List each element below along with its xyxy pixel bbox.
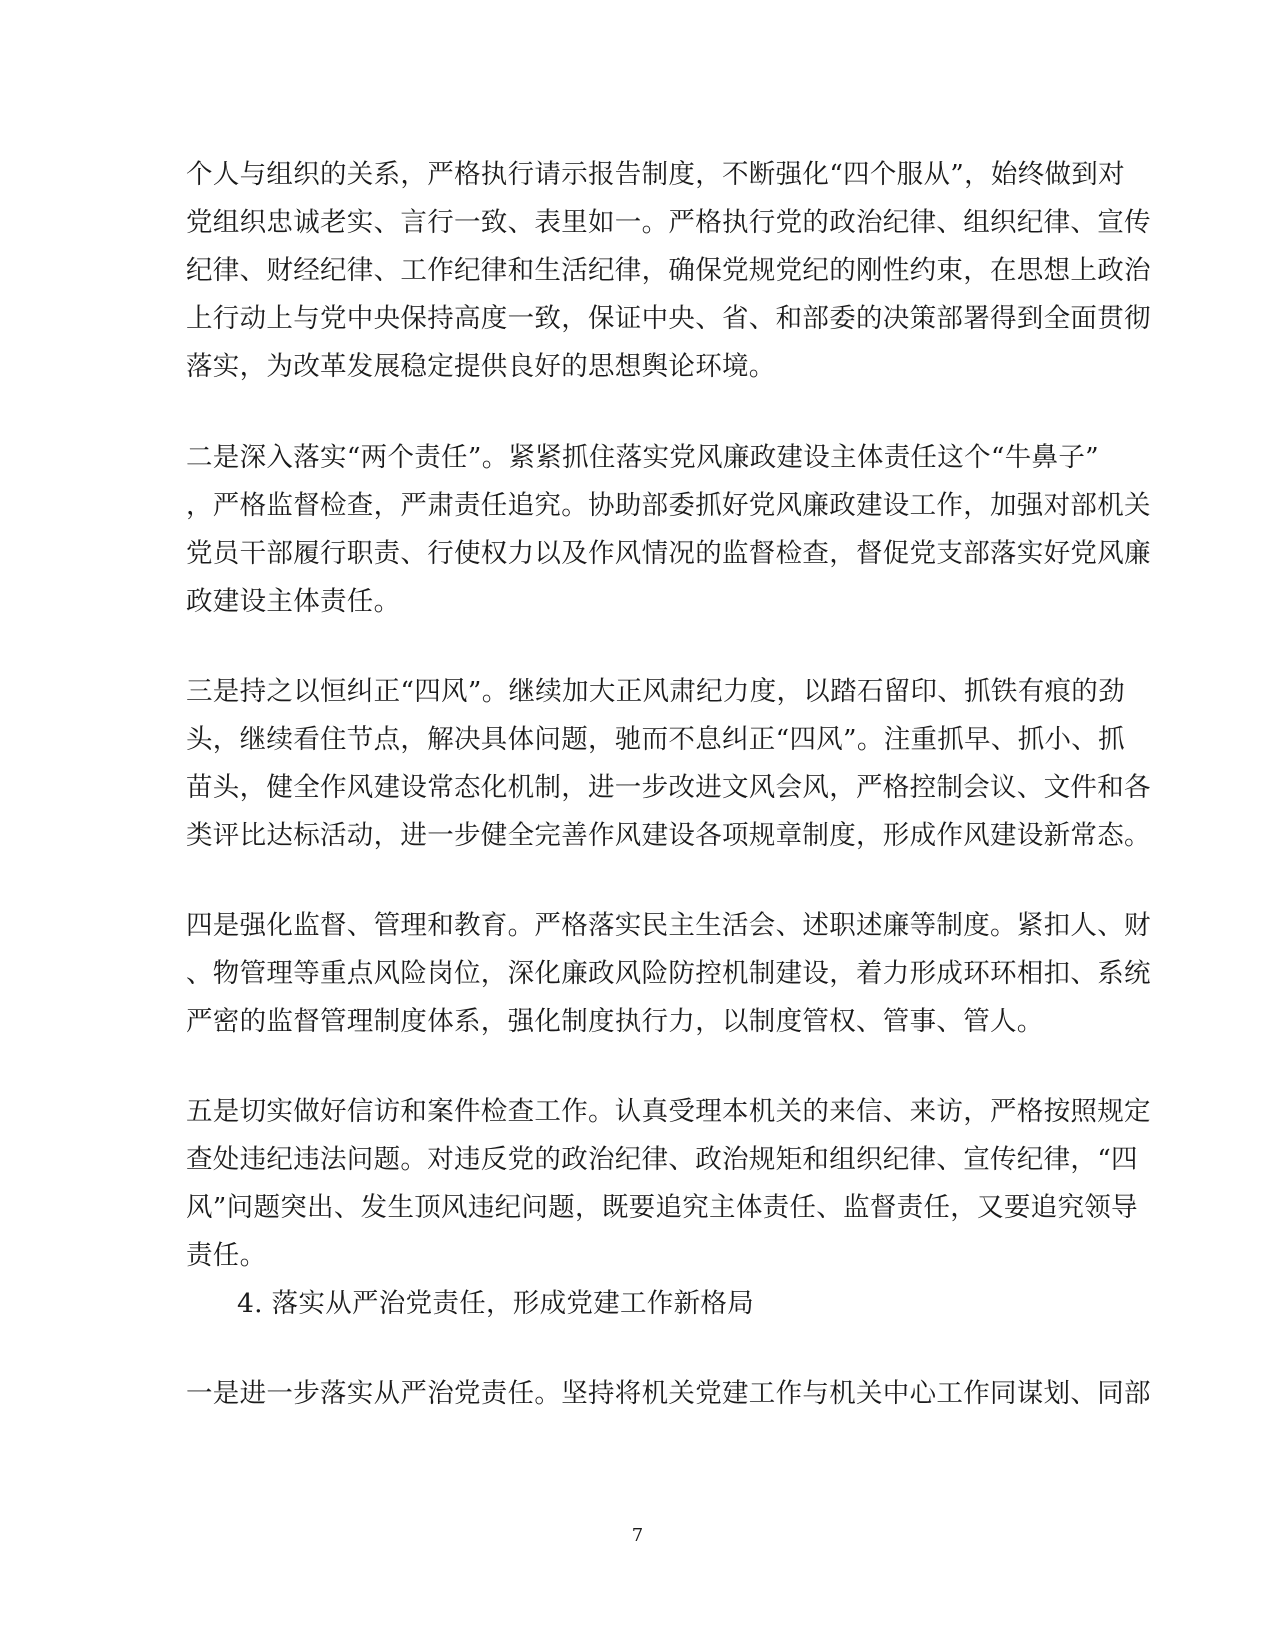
page-number: 7 <box>631 1525 644 1546</box>
paragraph-line: 一是进一步落实从严治党责任。坚持将机关党建工作与机关中心工作同谋划、同部 <box>186 1378 1151 1409</box>
paragraph-line: 落实，为改革发展稳定提供良好的思想舆论环境。 <box>186 351 776 382</box>
paragraph-line: 四是强化监督、管理和教育。严格落实民主生活会、述职述廉等制度。紧扣人、财 <box>186 910 1151 941</box>
paragraph-line: 纪律、财经纪律、工作纪律和生活纪律，确保党规党纪的刚性约束，在思想上政治 <box>186 255 1151 286</box>
paragraph-line: 党组织忠诚老实、言行一致、表里如一。严格执行党的政治纪律、组织纪律、宣传 <box>186 207 1151 238</box>
paragraph-line: 党员干部履行职责、行使权力以及作风情况的监督检查，督促党支部落实好党风廉 <box>186 538 1151 569</box>
paragraph-line: 苗头，健全作风建设常态化机制，进一步改进文风会风，严格控制会议、文件和各 <box>186 772 1151 803</box>
paragraph-line: 三是持之以恒纠正“四风”。继续加大正风肃纪力度，以踏石留印、抓铁有痕的劲 <box>186 676 1125 707</box>
paragraph-line: ，严格监督检查，严肃责任追究。协助部委抓好党风廉政建设工作，加强对部机关 <box>186 490 1151 521</box>
paragraph-line: 责任。 <box>186 1240 267 1271</box>
paragraph-line: 、物管理等重点风险岗位，深化廉政风险防控机制建设，着力形成环环相扣、系统 <box>186 958 1151 989</box>
paragraph-line: 风”问题突出、发生顶风违纪问题，既要追究主体责任、监督责任，又要追究领导 <box>186 1192 1138 1223</box>
paragraph-line: 类评比达标活动，进一步健全完善作风建设各项规章制度，形成作风建设新常态。 <box>186 820 1151 851</box>
paragraph-line: 政建设主体责任。 <box>186 586 401 617</box>
paragraph-line: 头，继续看住节点，解决具体问题，驰而不息纠正“四风”。注重抓早、抓小、抓 <box>186 724 1125 755</box>
paragraph-line: 严密的监督管理制度体系，强化制度执行力，以制度管权、管事、管人。 <box>186 1006 1044 1037</box>
paragraph-line: 二是深入落实“两个责任”。紧紧抓住落实党风廉政建设主体责任这个“牛鼻子” <box>186 442 1099 473</box>
paragraph-line: 上行动上与党中央保持高度一致，保证中央、省、和部委的决策部署得到全面贯彻 <box>186 303 1151 334</box>
paragraph-line: 五是切实做好信访和案件检查工作。认真受理本机关的来信、来访，严格按照规定 <box>186 1096 1151 1127</box>
section-heading: 4. 落实从严治党责任，形成党建工作新格局 <box>237 1288 755 1319</box>
paragraph-line: 查处违纪违法问题。对违反党的政治纪律、政治规矩和组织纪律、宣传纪律，“四 <box>186 1144 1138 1175</box>
paragraph-line: 个人与组织的关系，严格执行请示报告制度，不断强化“四个服从”，始终做到对 <box>186 159 1125 190</box>
